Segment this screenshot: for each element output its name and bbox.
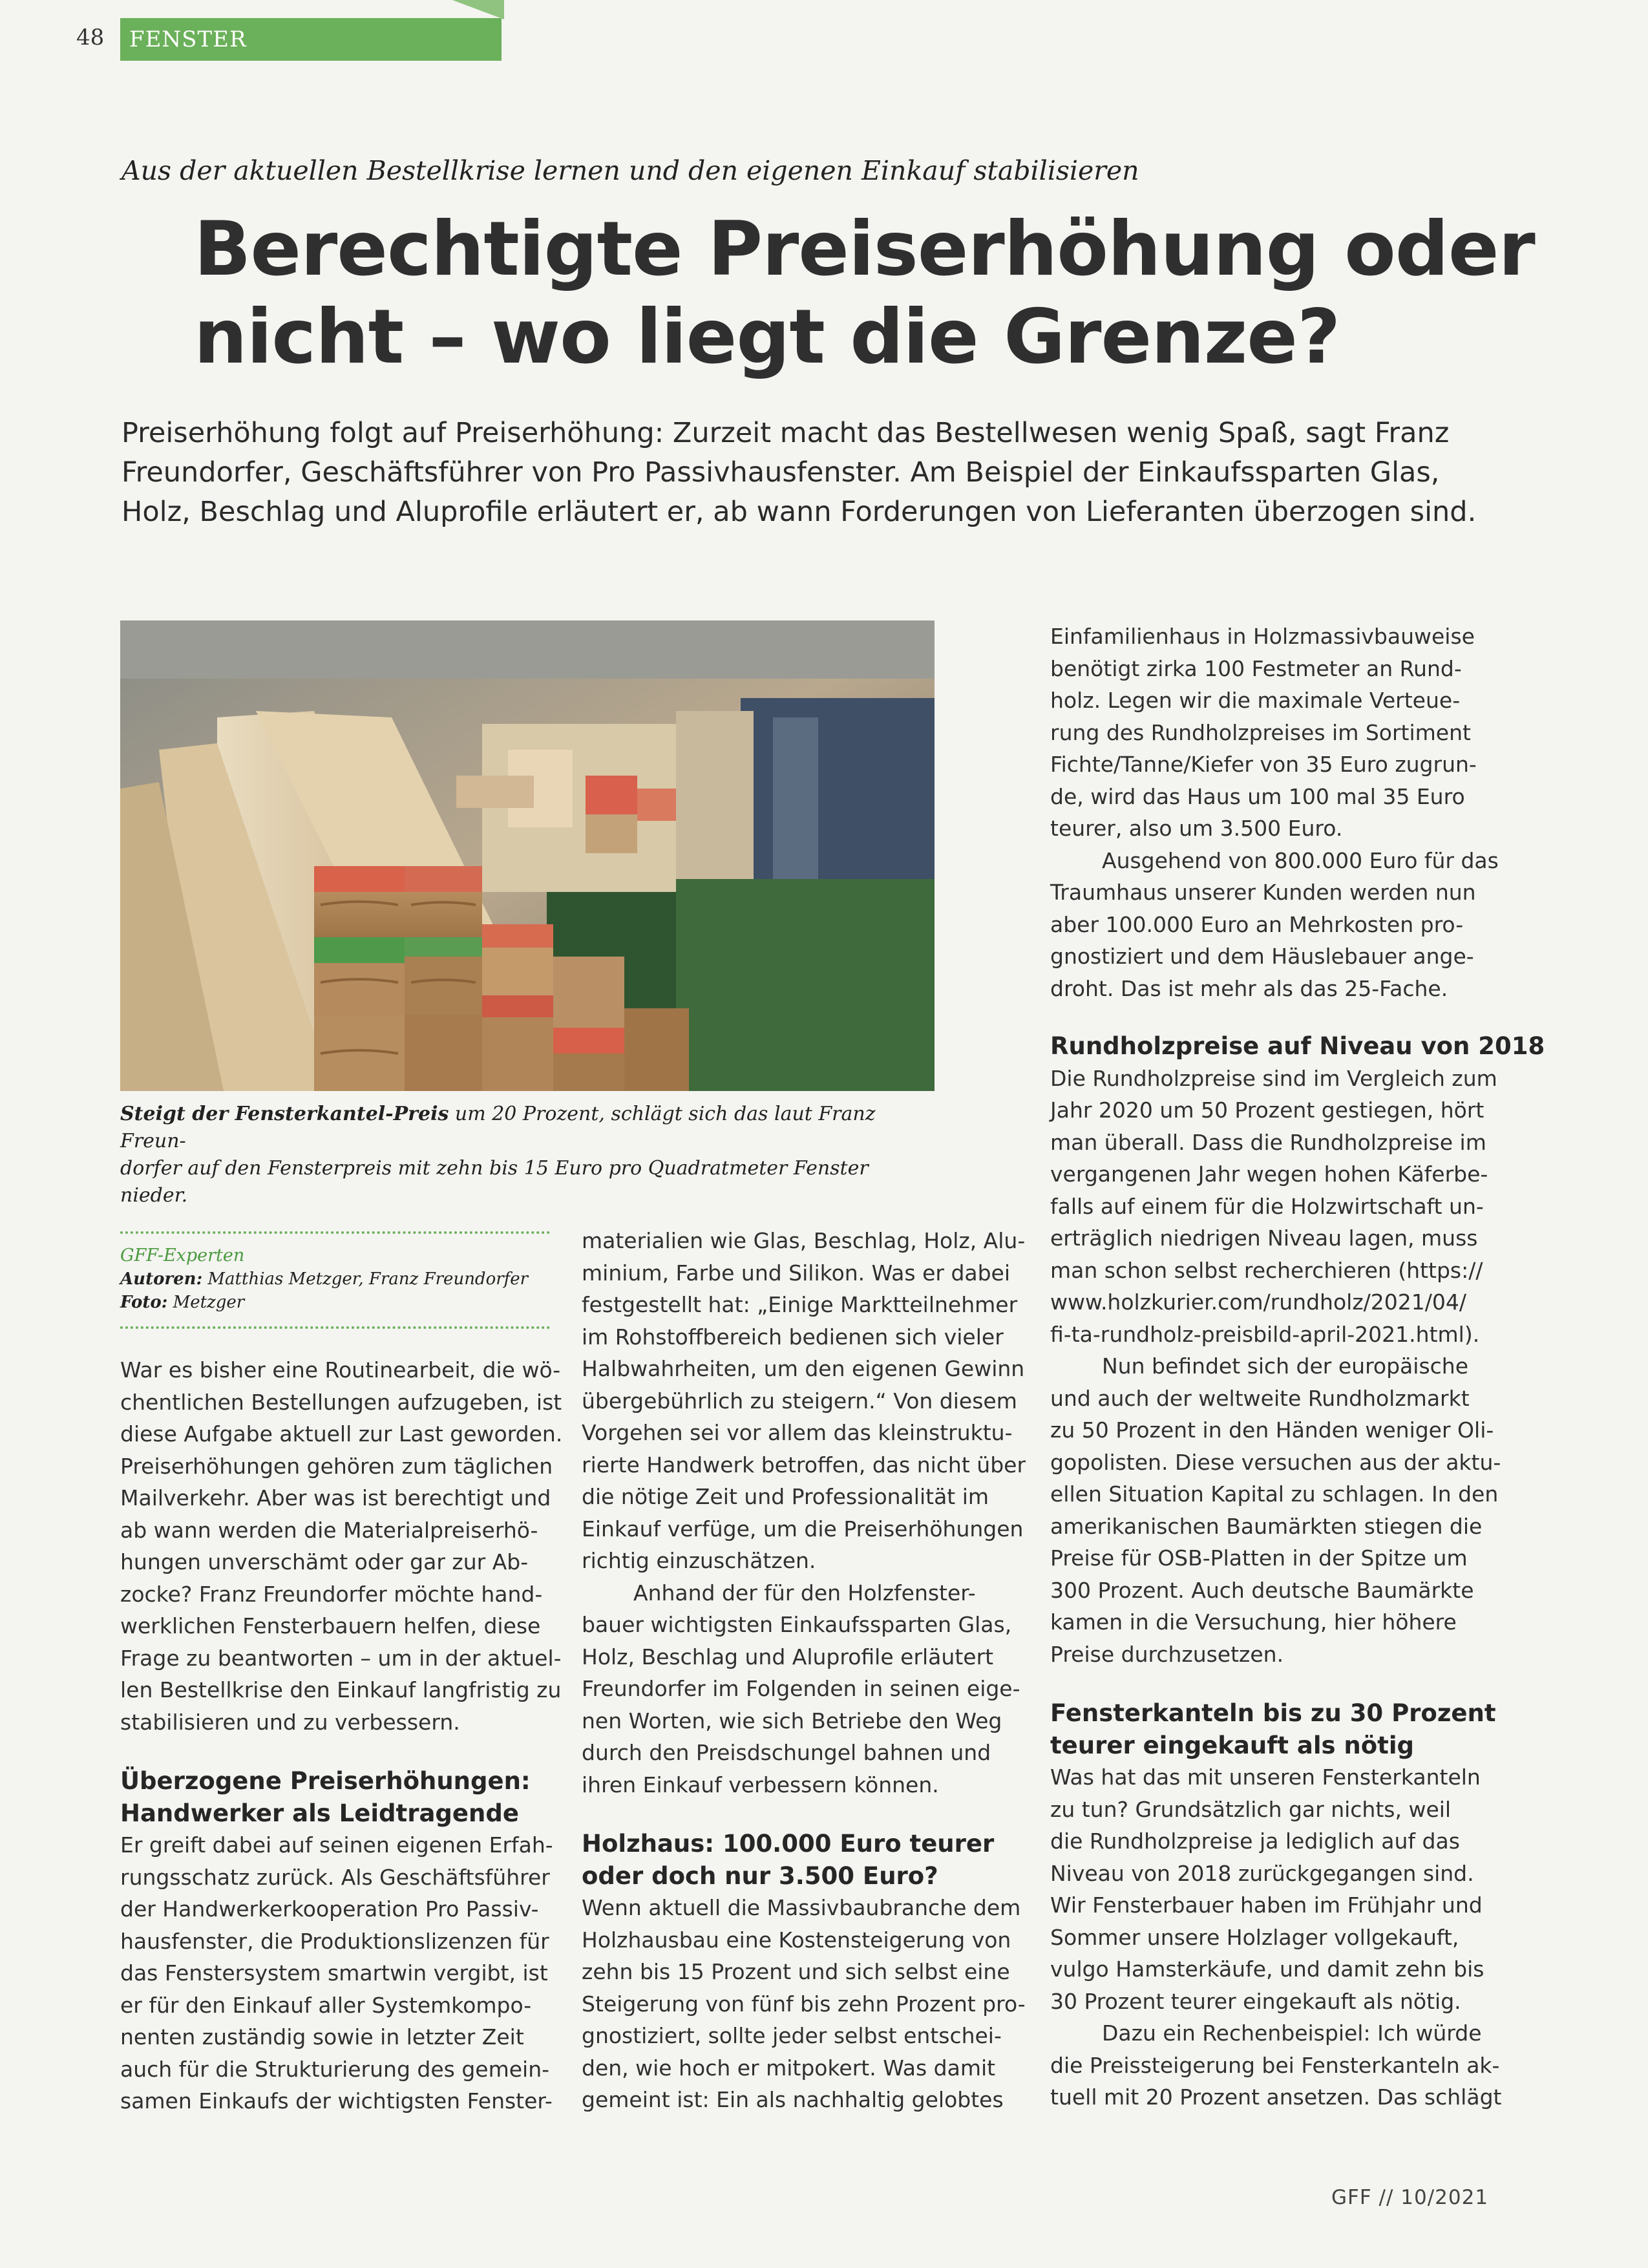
text-line: gopolisten. Diese versuchen aus der aktu- bbox=[1050, 1449, 1501, 1475]
text-line: gnostiziert, sollte jeder selbst entschei- bbox=[582, 2023, 1002, 2048]
article-headline bbox=[194, 206, 1535, 381]
text-line: teurer, also um 3.500 Euro. bbox=[1050, 816, 1343, 841]
text-line: Vorgehen sei vor allem das kleinstruktu- bbox=[582, 1420, 1013, 1445]
text-line: benötigt zirka 100 Festmeter an Rund- bbox=[1050, 655, 1462, 681]
text-line: man schon selbst recherchieren (https:// bbox=[1050, 1257, 1483, 1283]
text-line: werklichen Fensterbauern helfen, diese bbox=[120, 1613, 541, 1638]
text-line: materialien wie Glas, Beschlag, Holz, Alu- bbox=[582, 1228, 1026, 1253]
text-line: gemeint ist: Ein als nachhaltig gelobtes bbox=[582, 2087, 1004, 2112]
subheading: Rundholzpreise auf Niveau von 2018 bbox=[1050, 1032, 1545, 1060]
headline-line: Berechtigte Preiserhöhung oder bbox=[194, 206, 1535, 293]
text-line: Jahr 2020 um 50 Prozent gestiegen, hört bbox=[1050, 1097, 1484, 1123]
text-line: Frage zu beantworten – um in der aktuel- bbox=[120, 1645, 562, 1671]
text-line: durch den Preisdschungel bahnen und bbox=[582, 1740, 991, 1765]
text-line: übergebührlich zu steigern.“ Von diesem bbox=[582, 1388, 1017, 1414]
paragraph bbox=[582, 1892, 1026, 2116]
text-line: aber 100.000 Euro an Mehrkosten pro- bbox=[1050, 911, 1464, 937]
text-line: vulgo Hamsterkäufe, und damit zehn bis bbox=[1050, 1956, 1484, 1982]
text-line: Preiserhöhungen gehören zum täglichen bbox=[120, 1453, 553, 1479]
experts-authors bbox=[120, 1269, 550, 1289]
caption-text: um 20 Prozent, schlägt sich das laut Franz Freun- bbox=[120, 1103, 876, 1152]
lead-line: Holz, Beschlag und Aluprofile erläutert er, ab wann Forderungen von Lieferanten überzogen sind. bbox=[121, 496, 1477, 528]
text-line: hausfenster, die Produktionslizenzen für bbox=[120, 1928, 549, 1954]
text-line: Die Rundholzpreise sind im Vergleich zum bbox=[1050, 1065, 1497, 1091]
paragraph bbox=[1050, 2017, 1502, 2114]
paragraph bbox=[1050, 845, 1499, 1005]
subheading: Handwerker als Leidtragende bbox=[120, 1799, 519, 1827]
header-tab-corner bbox=[452, 0, 504, 19]
caption-bold: Steigt der Fensterkantel-Preis bbox=[120, 1103, 449, 1125]
text-line: der Handwerkerkooperation Pro Passiv- bbox=[120, 1896, 539, 1922]
text-line: Was hat das mit unseren Fensterkanteln bbox=[1050, 1765, 1481, 1790]
text-line: die Preissteigerung bei Fensterkanteln ak- bbox=[1050, 2052, 1500, 2078]
paragraph bbox=[1050, 1063, 1497, 1351]
text-line: zocke? Franz Freundorfer möchte hand- bbox=[120, 1581, 543, 1607]
paragraph bbox=[582, 1577, 1021, 1801]
text-line: Dazu ein Rechenbeispiel: Ich würde bbox=[1102, 2020, 1482, 2046]
text-line: kamen in die Versuchung, hier höhere bbox=[1050, 1609, 1457, 1635]
subheading: Holzhaus: 100.000 Euro teurer bbox=[582, 1830, 995, 1858]
text-line: das Fenstersystem smartwin vergibt, ist bbox=[120, 1960, 548, 1986]
divider bbox=[120, 1326, 550, 1329]
subheading: Überzogene Preiserhöhungen: bbox=[120, 1767, 531, 1795]
text-line: Einfamilienhaus in Holzmassivbauweise bbox=[1050, 624, 1475, 649]
article-lead bbox=[121, 414, 1511, 532]
headline-line: nicht – wo liegt die Grenze? bbox=[194, 293, 1340, 381]
text-line: Einkauf verfüge, um die Preiserhöhungen bbox=[582, 1516, 1024, 1542]
text-line: Freundorfer im Folgenden in seinen eige- bbox=[582, 1676, 1020, 1701]
caption-line: dorfer auf den Fensterpreis mit zehn bis 15 Euro pro Quadratmeter Fenster nieder. bbox=[120, 1157, 869, 1207]
text-line: Wir Fensterbauer haben im Frühjahr und bbox=[1050, 1892, 1483, 1918]
text-line: festgestellt hat: „Einige Marktteilnehmer bbox=[582, 1292, 1018, 1317]
experts-photo-credit bbox=[120, 1293, 550, 1312]
text-line: Anhand der für den Holzfenster- bbox=[633, 1580, 976, 1606]
text-line: den, wie hoch er mitpokert. Was damit bbox=[582, 2055, 996, 2081]
text-line: richtig einzuschätzen. bbox=[582, 1548, 816, 1573]
paragraph bbox=[1050, 1761, 1490, 2017]
text-line: ellen Situation Kapital zu schlagen. In den bbox=[1050, 1481, 1499, 1507]
text-line: bauer wichtigsten Einkaufssparten Glas, bbox=[582, 1612, 1012, 1637]
text-line: diese Aufgabe aktuell zur Last geworden. bbox=[120, 1421, 563, 1447]
text-line: nenten zuständig sowie in letzter Zeit bbox=[120, 2024, 524, 2050]
text-line: Mailverkehr. Aber was ist berechtigt und bbox=[120, 1485, 551, 1510]
photo-credit: Metzger bbox=[167, 1293, 245, 1312]
text-line: Preise durchzusetzen. bbox=[1050, 1641, 1284, 1667]
text-line: im Rohstoffbereich bedienen sich vieler bbox=[582, 1324, 1004, 1350]
photo-caption bbox=[120, 1101, 935, 1209]
paragraph bbox=[120, 1354, 563, 1738]
lead-line: Freundorfer, Geschäftsführer von Pro Passivhausfenster. Am Beispiel der Einkaufssparten Glas, bbox=[121, 456, 1440, 489]
text-line: stabilisieren und zu verbessern. bbox=[120, 1709, 460, 1735]
text-line: Fichte/Tanne/Kiefer von 35 Euro zugrun- bbox=[1050, 752, 1477, 777]
text-line: gnostiziert und dem Häuslebauer ange- bbox=[1050, 944, 1474, 969]
timber-stack-image bbox=[120, 620, 935, 1091]
text-column-2 bbox=[582, 1225, 1026, 2116]
text-line: er für den Einkauf aller Systemkompo- bbox=[120, 1992, 532, 2018]
caption-line bbox=[120, 1101, 935, 1155]
subheading: oder doch nur 3.500 Euro? bbox=[582, 1861, 938, 1890]
divider bbox=[120, 1231, 550, 1234]
subheading: teurer eingekauft als nötig bbox=[1050, 1731, 1415, 1759]
authors-names: Matthias Metzger, Franz Freundorfer bbox=[202, 1269, 529, 1289]
text-line: fi-ta-rundholz-preisbild-april-2021.html). bbox=[1050, 1321, 1480, 1347]
authors-label: Autoren: bbox=[120, 1269, 203, 1289]
text-line: nen Worten, wie sich Betriebe den Weg bbox=[582, 1708, 1002, 1733]
text-line: vergangenen Jahr wegen hohen Käferbe- bbox=[1050, 1161, 1488, 1187]
text-line: Holz, Beschlag und Aluprofile erläutert bbox=[582, 1644, 994, 1669]
text-line: amerikanischen Baumärkten stiegen die bbox=[1050, 1513, 1483, 1539]
text-line: rierte Handwerk betroffen, das nicht über bbox=[582, 1452, 1026, 1478]
text-line: War es bisher eine Routinearbeit, die wö- bbox=[120, 1357, 561, 1383]
text-line: Steigerung von fünf bis zehn Prozent pro- bbox=[582, 1991, 1026, 2017]
lead-line: Preiserhöhung folgt auf Preiserhöhung: Zurzeit macht das Bestellwesen wenig Spaß, sagt Franz bbox=[121, 417, 1450, 449]
text-line: Traumhaus unserer Kunden werden nun bbox=[1050, 880, 1476, 905]
text-line: auch für die Strukturierung des gemein- bbox=[120, 2056, 550, 2082]
paragraph bbox=[1050, 620, 1490, 845]
text-line: Ausgehend von 800.000 Euro für das bbox=[1102, 847, 1499, 873]
text-line: man überall. Dass die Rundholzpreise im bbox=[1050, 1129, 1486, 1155]
text-line: de, wird das Haus um 100 mal 35 Euro bbox=[1050, 783, 1465, 809]
text-line: rungsschatz zurück. Als Geschäftsführer bbox=[120, 1864, 550, 1890]
text-line: Sommer unsere Holzlager vollgekauft, bbox=[1050, 1924, 1459, 1950]
article-photo bbox=[120, 620, 935, 1091]
text-column-1 bbox=[120, 1354, 563, 2117]
text-line: minium, Farbe und Silikon. Was er dabei bbox=[582, 1260, 1011, 1286]
text-line: samen Einkaufs der wichtigsten Fenster- bbox=[120, 2088, 553, 2114]
paragraph bbox=[1050, 1350, 1501, 1670]
text-line: chentlichen Bestellungen aufzugeben, ist bbox=[120, 1389, 562, 1415]
issue-footer: GFF // 10/2021 bbox=[1331, 2186, 1489, 2209]
text-line: Holzhausbau eine Kostensteigerung von bbox=[582, 1927, 1011, 1953]
text-line: ihren Einkauf verbessern können. bbox=[582, 1772, 939, 1797]
text-line: Halbwahrheiten, um den eigenen Gewinn bbox=[582, 1356, 1025, 1381]
section-label: FENSTER bbox=[120, 18, 502, 61]
text-line: rung des Rundholzpreises im Sortiment bbox=[1050, 719, 1471, 745]
text-line: die nötige Zeit und Professionalität im bbox=[582, 1484, 989, 1509]
text-line: 30 Prozent teurer eingekauft als nötig. bbox=[1050, 1988, 1461, 2014]
text-line: ab wann werden die Materialpreiserhö- bbox=[120, 1517, 538, 1543]
text-line: zu 50 Prozent in den Händen weniger Oli- bbox=[1050, 1417, 1494, 1443]
experts-box bbox=[120, 1231, 550, 1329]
text-line: erträglich niedrigen Niveau lagen, muss bbox=[1050, 1225, 1478, 1251]
text-line: Preise für OSB-Platten in der Spitze um bbox=[1050, 1545, 1468, 1571]
text-line: Er greift dabei auf seinen eigenen Erfah- bbox=[120, 1832, 553, 1858]
text-column-3 bbox=[1050, 620, 1545, 2114]
photo-label: Foto: bbox=[120, 1293, 168, 1312]
text-line: holz. Legen wir die maximale Verteue- bbox=[1050, 688, 1461, 713]
paragraph bbox=[582, 1225, 1026, 1577]
text-line: droht. Das ist mehr als das 25-Fache. bbox=[1050, 975, 1448, 1001]
text-line: 300 Prozent. Auch deutsche Baumärkte bbox=[1050, 1577, 1474, 1603]
text-line: Niveau von 2018 zurückgegangen sind. bbox=[1050, 1860, 1474, 1886]
text-line: zehn bis 15 Prozent und sich selbst eine bbox=[582, 1959, 1010, 1984]
text-line: len Bestellkrise den Einkauf langfristig zu bbox=[120, 1677, 562, 1702]
text-line: www.holzkurier.com/rundholz/2021/04/ bbox=[1050, 1289, 1466, 1315]
text-line: zu tun? Grundsätzlich gar nichts, weil bbox=[1050, 1796, 1452, 1822]
subheading: Fensterkanteln bis zu 30 Prozent bbox=[1050, 1699, 1496, 1727]
text-line: die Rundholzpreise ja lediglich auf das bbox=[1050, 1828, 1460, 1854]
paragraph bbox=[120, 1829, 553, 2117]
page-number: 48 bbox=[76, 25, 105, 50]
text-line: falls auf einem für die Holzwirtschaft un- bbox=[1050, 1193, 1484, 1219]
text-line: tuell mit 20 Prozent ansetzen. Das schlägt bbox=[1050, 2084, 1502, 2110]
text-line: Nun befindet sich der europäische bbox=[1102, 1353, 1468, 1379]
text-line: hungen unverschämt oder gar zur Ab- bbox=[120, 1549, 529, 1574]
article-kicker: Aus der aktuellen Bestellkrise lernen und den eigenen Einkauf stabilisieren bbox=[121, 155, 1139, 186]
text-line: Wenn aktuell die Massivbaubranche dem bbox=[582, 1895, 1021, 1920]
experts-title: GFF-Experten bbox=[120, 1245, 245, 1266]
text-line: und auch der weltweite Rundholzmarkt bbox=[1050, 1385, 1470, 1411]
